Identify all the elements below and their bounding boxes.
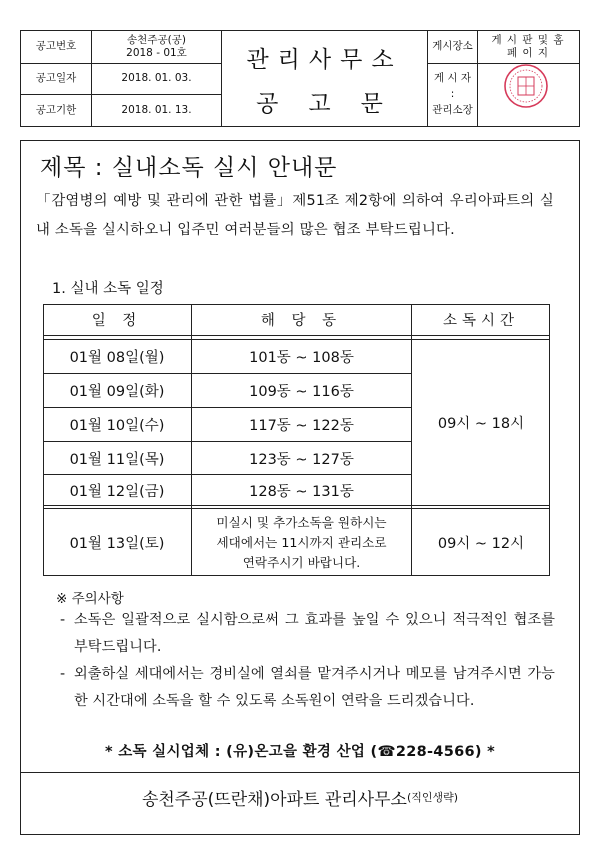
row-date: 01월 08일(월) — [69, 349, 165, 366]
row-buildings: 117동 ~ 122동 — [249, 418, 354, 434]
last-row-time: 09시 ~ 12시 — [437, 536, 525, 552]
row-buildings: 101동 ~ 108동 — [249, 349, 354, 366]
poster-label: 게 시 자 : 관리소장 — [432, 72, 473, 116]
office-title — [222, 31, 427, 126]
notice-header — [20, 30, 580, 127]
notes-heading: ※ 주의사항 — [56, 591, 124, 607]
footer-office — [20, 772, 580, 821]
note-item: - 외출하실 세대에서는 경비실에 열쇠를 맡겨주시거나 메모를 남겨주시면 가능한 시간대에 소독을 할 수 있도록 소독원이 연락을 드리겠습니다. — [60, 666, 555, 709]
notice-date-value: 2018. 01. 03. — [121, 72, 192, 85]
row-buildings: 128동 ~ 131동 — [249, 483, 354, 500]
last-row-note: 미실시 및 추가소독을 원하시는 세대에서는 11시까지 관리소로 연락주시기 바랍니다. — [216, 514, 387, 570]
post-place-value: 게 시 판 및 홈 페 이 지 — [491, 33, 565, 59]
time-main: 09시 ~ 18시 — [437, 415, 525, 432]
intro-paragraph: 「감염병의 예방 및 관리에 관한 법률」제51조 제2항에 의하여 우리아파트의 실내 소독을 실시하오니 입주민 여러분들의 많은 협조 부탁드립니다. — [36, 193, 554, 238]
row-date: 01월 11일(목) — [69, 451, 165, 468]
last-row-date: 01월 13일(토) — [69, 536, 165, 552]
notice-subject: 제목 : 실내소독 실시 안내문 — [40, 155, 338, 181]
notice-date-label: 공고일자 — [35, 72, 77, 85]
deadline-value: 2018. 01. 13. — [121, 103, 192, 116]
row-date: 01월 12일(금) — [69, 483, 165, 500]
row-buildings: 123동 ~ 127동 — [249, 451, 354, 468]
header-time: 소독시간 — [442, 313, 520, 329]
disinfection-company: * 소독 실시업체 : (유)온고을 환경 산업 (☎228-4566) * — [104, 744, 496, 760]
notice-no-value: 송천주공(공) 2018 - 01호 — [126, 33, 187, 59]
post-place-label: 게시장소 — [432, 40, 473, 53]
section-title: 1. 실내 소독 일정 — [52, 281, 164, 297]
row-buildings: 109동 ~ 116동 — [249, 384, 354, 400]
header-buildings: 해 당 동 — [260, 313, 343, 329]
notice-no-label: 공고번호 — [35, 40, 77, 53]
title-line-1: 관리사무소 — [246, 47, 403, 73]
title-line-2: 공고문 — [256, 91, 413, 117]
official-seal-stamp — [503, 63, 549, 109]
office-name: 송천주공(뜨란채)아파트 관리사무소 — [141, 789, 407, 810]
row-date: 01월 09일(화) — [69, 384, 165, 400]
note-item: - 소독은 일괄적으로 실시함으로써 그 효과를 높일 수 있으니 적극적인 협조를 부탁드립니다. — [60, 612, 555, 655]
row-date: 01월 10일(수) — [69, 418, 165, 434]
schedule-table — [43, 304, 550, 576]
deadline-label: 공고기한 — [35, 103, 77, 116]
seal-note: (직인생략) — [406, 791, 459, 804]
header-date: 일 정 — [91, 313, 143, 329]
